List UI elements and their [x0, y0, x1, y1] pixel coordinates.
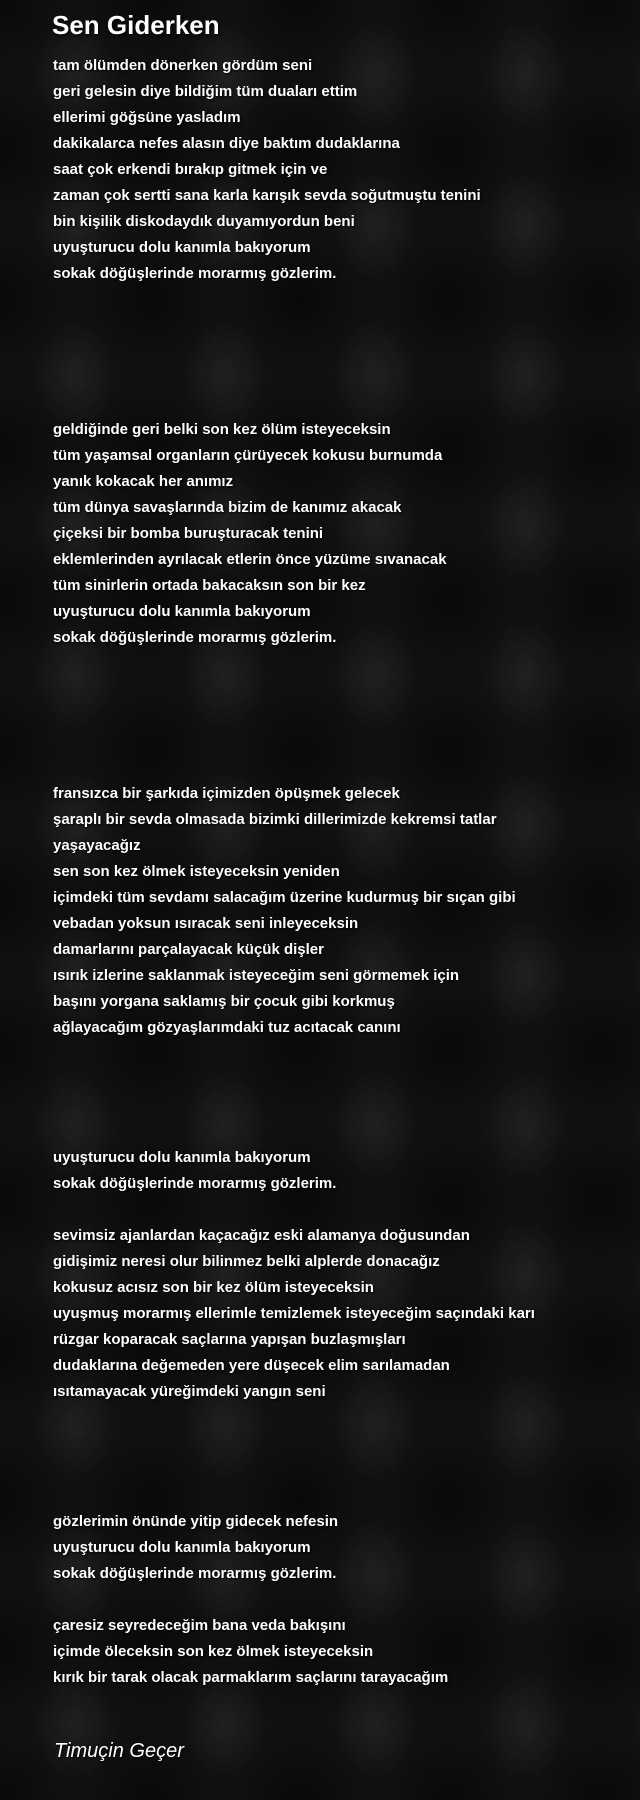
poem-line: saat çok erkendi bırakıp gitmek için ve — [53, 161, 328, 178]
poem-line: sokak döğüşlerinde morarmış gözlerim. — [53, 265, 337, 282]
poem-line: çaresiz seyredeceğim bana veda bakışını — [53, 1617, 346, 1634]
poem-line: sevimsiz ajanlardan kaçacağız eski alamanya doğusundan — [53, 1227, 470, 1244]
poem-line: başını yorgana saklamış bir çocuk gibi korkmuş — [53, 993, 395, 1010]
poem-line: bin kişilik diskodaydık duyamıyordun beni — [53, 213, 355, 230]
poem-line: ağlayacağım gözyaşlarımdaki tuz acıtacak canını — [53, 1019, 401, 1036]
poem-line: uyuşmuş morarmış ellerimle temizlemek isteyeceğim saçındaki karı — [53, 1305, 535, 1322]
poem-line: ısırık izlerine saklanmak isteyeceğim seni görmemek için — [53, 967, 460, 984]
poem-line: geldiğinde geri belki son kez ölüm isteyeceksin — [53, 421, 391, 438]
poem-title: Sen Giderken — [52, 10, 220, 40]
poem-line: eklemlerinden ayrılacak etlerin önce yüzüme sıvanacak — [53, 551, 447, 568]
poem-line: uyuşturucu dolu kanımla bakıyorum — [53, 1149, 311, 1166]
poem-line: tüm dünya savaşlarında bizim de kanımız akacak — [53, 499, 402, 516]
poem-line: damarlarını parçalayacak küçük dişler — [53, 941, 324, 958]
poem-line: uyuşturucu dolu kanımla bakıyorum — [53, 1539, 311, 1556]
poem-line: tam ölümden dönerken gördüm seni — [53, 57, 313, 74]
poem-line: ısıtamayacak yüreğimdeki yangın seni — [53, 1383, 326, 1400]
stanza — [53, 1223, 633, 1405]
poem-body — [53, 53, 633, 1691]
poem-line: kırık bir tarak olacak parmaklarım saçlarını tarayacağım — [53, 1669, 449, 1686]
poem-line: geri gelesin diye bildiğim tüm duaları ettim — [53, 83, 358, 100]
poem-line: fransızca bir şarkıda içimizden öpüşmek gelecek — [53, 785, 400, 802]
poem-line: tüm yaşamsal organların çürüyecek kokusu burnumda — [53, 447, 443, 464]
poem-line: uyuşturucu dolu kanımla bakıyorum — [53, 239, 311, 256]
poem-line: dakikalarca nefes alasın diye baktım dudaklarına — [53, 135, 400, 152]
poem-line: kokusuz acısız son bir kez ölüm isteyeceksin — [53, 1279, 374, 1296]
stanza — [53, 53, 633, 287]
poem-line: tüm sinirlerin ortada bakacaksın son bir kez — [53, 577, 366, 594]
poem-line: sokak döğüşlerinde morarmış gözlerim. — [53, 629, 337, 646]
stanza — [53, 1509, 633, 1587]
poem-line: şaraplı bir sevda olmasada bizimki dillerimizde kekremsi tatlar — [53, 811, 497, 828]
poem-line: içimdeki tüm sevdamı salacağım üzerine kudurmuş bir sıçan gibi — [53, 889, 516, 906]
poem-line: yanık kokacak her anımız — [53, 473, 234, 490]
poem-author: Timuçin Geçer — [54, 1740, 184, 1762]
poem-line: sokak döğüşlerinde morarmış gözlerim. — [53, 1565, 337, 1582]
poem-line: sokak döğüşlerinde morarmış gözlerim. — [53, 1175, 337, 1192]
stanza — [53, 1613, 633, 1691]
poem-line: içimde öleceksin son kez ölmek isteyeceksin — [53, 1643, 374, 1660]
poem-line: ellerimi göğsüne yasladım — [53, 109, 241, 126]
poem-line: sen son kez ölmek isteyeceksin yeniden — [53, 863, 340, 880]
poem-line: rüzgar koparacak saçlarına yapışan buzlaşmışları — [53, 1331, 406, 1348]
poem-line: gözlerimin önünde yitip gidecek nefesin — [53, 1513, 339, 1530]
poem-line: zaman çok sertti sana karla karışık sevda soğutmuştu tenini — [53, 187, 481, 204]
stanza — [53, 781, 633, 1041]
stanza — [53, 417, 633, 651]
poem-line: yaşayacağız — [53, 837, 141, 854]
poem-line: dudaklarına değemeden yere düşecek elim sarılamadan — [53, 1357, 450, 1374]
poem-line: uyuşturucu dolu kanımla bakıyorum — [53, 603, 311, 620]
poem-line: vebadan yoksun ısıracak seni inleyeceksin — [53, 915, 359, 932]
stanza — [53, 1145, 633, 1197]
poem-line: gidişimiz neresi olur bilinmez belki alplerde donacağız — [53, 1253, 440, 1270]
poem-line: çiçeksi bir bomba buruşturacak tenini — [53, 525, 324, 542]
